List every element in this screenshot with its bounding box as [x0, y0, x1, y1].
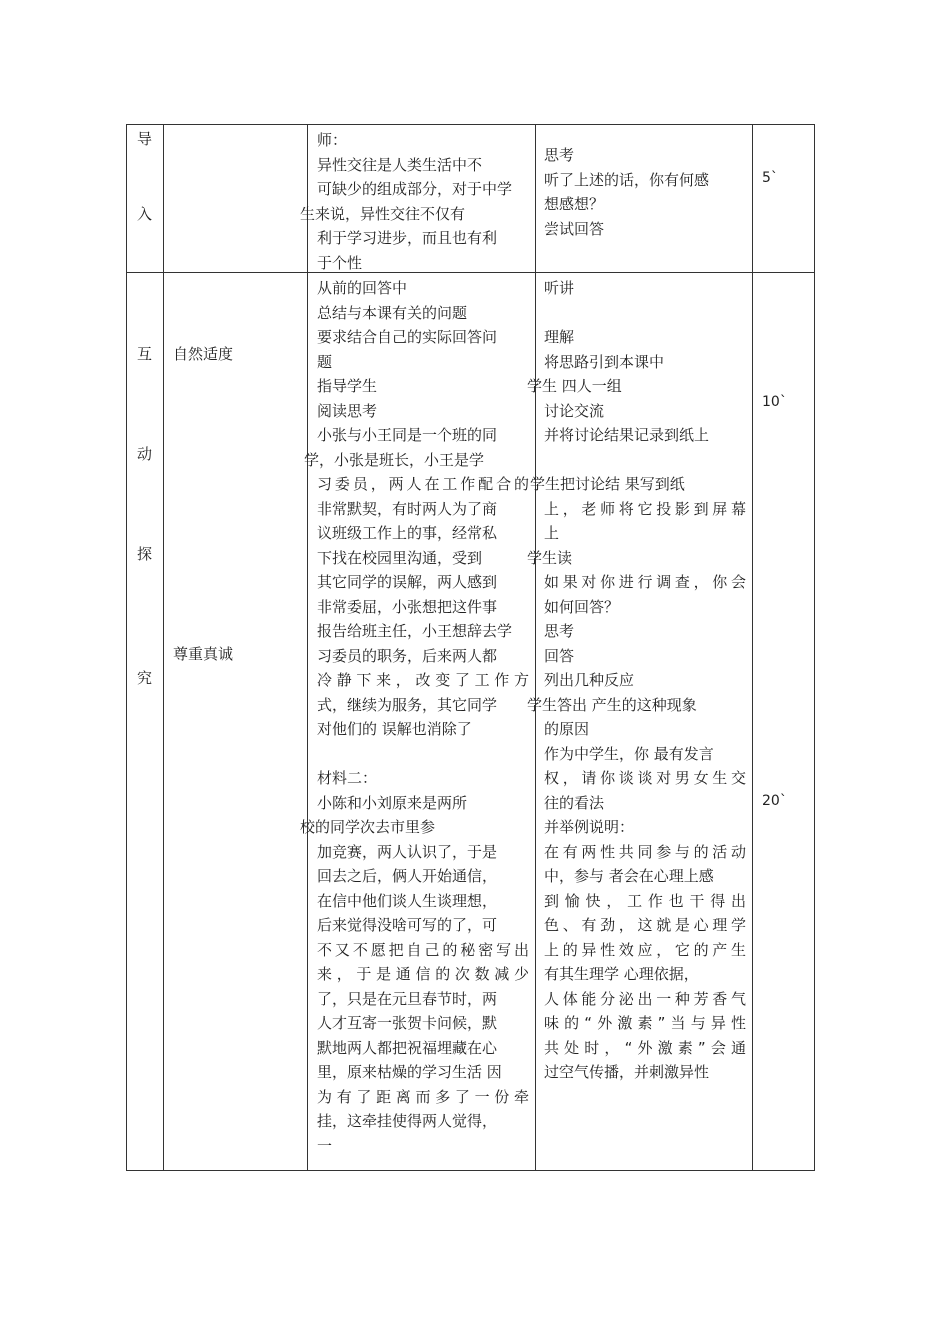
text-line: 中，参与 者会在心理上感 — [544, 867, 714, 885]
table-border-top — [126, 124, 815, 125]
text-line: 共处时，“外激素”会通 — [544, 1038, 746, 1057]
text-line: 并将讨论结果记录到纸上 — [544, 426, 710, 444]
text-line: 挂，这牵挂使得两人觉得， — [317, 1112, 498, 1130]
text-line: 回答 — [544, 646, 575, 665]
text-line: 题 — [317, 352, 333, 371]
text-line: 学生答出 产生的这种现象 — [527, 695, 697, 714]
text-line: 味的“外激素”当与异性 — [544, 1014, 746, 1032]
text-line: 上，老师将它投影到屏幕 — [544, 499, 746, 518]
text-line: 指导学生 — [317, 377, 378, 395]
text-line: 过空气传播，并刺激异性 — [544, 1063, 710, 1081]
time-allocation: 20` — [762, 793, 787, 809]
text-line: 默地两人都把祝福埋藏在心 — [317, 1038, 498, 1057]
text-line: 往的看法 — [544, 793, 605, 812]
text-line: 下找在校园里沟通，受到 — [317, 548, 483, 567]
time-allocation: 5` — [762, 170, 778, 186]
text-line: 非常默契，有时两人为了商 — [317, 499, 498, 518]
table-border-right — [814, 124, 815, 1171]
text-line: 加竞赛，两人认识了，于是 — [317, 842, 498, 861]
text-line: 可缺少的组成部分，对于中学 — [317, 180, 513, 198]
stage-label-char: 探 — [137, 545, 153, 563]
text-line: 总结与本课有关的问题 — [317, 303, 468, 322]
text-line: 其它同学的误解，两人感到 — [317, 573, 498, 591]
text-line: 于个性 — [317, 253, 363, 272]
text-line: 式，继续为服务，其它同学 — [317, 695, 498, 714]
text-line: 上的异性效应，它的产生 — [544, 940, 746, 959]
text-line: 尝试回答 — [544, 219, 605, 238]
text-line: 并举例说明： — [544, 818, 635, 836]
text-line: 如果对你进行调查，你会 — [544, 573, 746, 591]
text-line: 想感想？ — [544, 195, 605, 213]
text-line: 学，小张是班长，小王是学 — [304, 450, 485, 469]
column-divider — [163, 124, 164, 1171]
table-border-bottom — [126, 1170, 815, 1171]
text-line: 作为中学生，你 最有发言 — [544, 744, 714, 763]
text-line: 为有了距离而多了一份牵 — [317, 1087, 529, 1106]
teacher-activity-cell — [300, 276, 529, 1158]
text-line: 听了上述的话，你有何感 — [544, 170, 710, 189]
column-divider — [752, 124, 753, 1171]
text-line: 人体能分泌出一种芳香气 — [544, 989, 746, 1008]
text-line: 权，请你谈谈对男女生交 — [544, 769, 746, 787]
text-line: 上 — [544, 524, 560, 542]
stage-label-char: 入 — [137, 205, 153, 223]
text-line: 学生读 — [527, 548, 573, 567]
text-line: 思考 — [544, 146, 575, 164]
text-line: 人才互寄一张贺卡问候，默 — [317, 1014, 498, 1032]
text-line: 从前的回答中 — [317, 279, 408, 297]
text-line: 里，原来枯燥的学习生活 因 — [317, 1063, 502, 1081]
text-line: 学生把讨论结 果写到纸 — [530, 475, 685, 493]
column-divider — [535, 124, 536, 1171]
text-line: 议班级工作上的事，经常私 — [317, 524, 498, 542]
text-line: 小陈和小刘原来是两所 — [317, 793, 468, 812]
text-line: 来，于是通信的次数减少 — [317, 965, 529, 983]
stage-label-char: 究 — [137, 669, 153, 687]
time-allocation: 10` — [762, 394, 787, 410]
text-line: 非常委屈，小张想把这件事 — [317, 597, 498, 616]
text-line: 报告给班主任，小王想辞去学 — [317, 622, 513, 640]
text-line: 有其生理学 心理依据， — [544, 965, 699, 983]
text-line: 讨论交流 — [544, 401, 605, 420]
text-line: 对他们的 误解也消除了 — [317, 720, 472, 738]
text-line: 习委员的职务，后来两人都 — [317, 646, 498, 665]
text-line: 阅读思考 — [317, 401, 378, 420]
text-line: 利于学习进步，而且也有利 — [317, 229, 498, 247]
text-line: 思考 — [544, 622, 575, 640]
text-line: 将思路引到本课中 — [544, 352, 665, 371]
text-line: 后来觉得没啥可写的了，可 — [317, 916, 498, 934]
text-line: 了，只是在元旦春节时，两 — [317, 989, 498, 1008]
stage-label-char: 动 — [137, 445, 153, 463]
table-border-left — [126, 124, 127, 1171]
text-line: 要求结合自己的实际回答问 — [317, 328, 498, 346]
stage-label-char: 导 — [137, 130, 153, 148]
text-line: 听讲 — [544, 279, 575, 297]
text-line: 列出几种反应 — [544, 671, 635, 689]
text-line: 一 — [317, 1136, 333, 1155]
text-line: 异性交往是人类生活中不 — [317, 155, 483, 174]
text-line: 师： — [317, 131, 348, 149]
teacher-activity-cell — [300, 128, 529, 275]
text-line: 如何回答？ — [544, 597, 620, 616]
text-line: 校的同学次去市里参 — [300, 818, 436, 836]
text-line: 小张与小王同是一个班的同 — [317, 426, 498, 444]
text-line: 在信中他们谈人生谈理想， — [317, 891, 498, 910]
topic-label: 尊重真诚 — [173, 645, 234, 663]
text-line: 回去之后，俩人开始通信， — [317, 867, 498, 885]
text-line: 习委员，两人在工作配合的 — [317, 475, 529, 493]
student-activity-cell — [527, 276, 746, 1085]
stage-label-char: 互 — [137, 345, 153, 363]
text-line — [317, 742, 529, 767]
student-activity-cell — [544, 143, 746, 241]
topic-label: 自然适度 — [173, 345, 234, 363]
text-line: 的原因 — [544, 720, 590, 738]
text-line — [544, 448, 746, 473]
column-divider — [307, 124, 308, 1171]
text-line: 在有两性共同参与的活动 — [544, 842, 746, 861]
text-line: 材料二： — [317, 769, 378, 787]
text-line: 冷静下来，改变了工作方 — [317, 671, 529, 689]
text-line: 生来说，异性交往不仅有 — [300, 204, 466, 223]
text-line: 不又不愿把自己的秘密写出 — [317, 940, 529, 959]
text-line: 学生 四人一组 — [527, 377, 622, 395]
text-line: 理解 — [544, 328, 575, 346]
text-line: 到愉快，工作也干得出 — [544, 891, 746, 910]
text-line — [544, 301, 746, 326]
text-line: 色、有劲，这就是心理学 — [544, 916, 746, 934]
